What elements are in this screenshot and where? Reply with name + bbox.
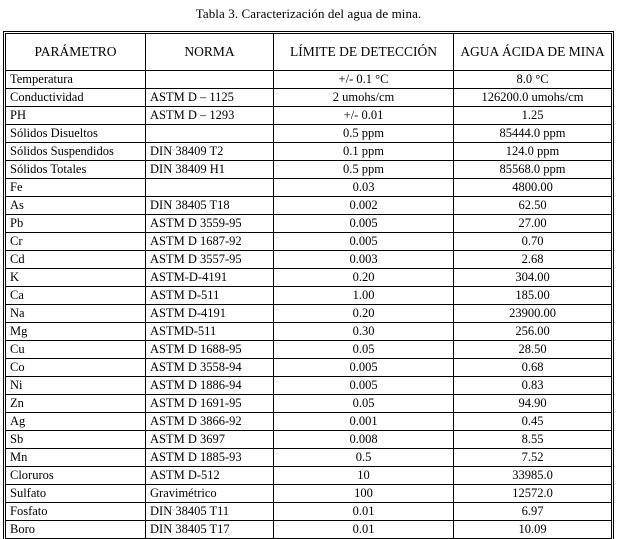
parametro-cell: Fe — [6, 179, 146, 197]
table-row — [6, 431, 612, 449]
table-head — [6, 34, 612, 71]
table-row — [6, 395, 612, 413]
agua_acida_de_mina-cell: 7.52 — [454, 449, 612, 467]
limite_de_deteccion-cell: 0.003 — [274, 251, 454, 269]
table-row — [6, 179, 612, 197]
norma-cell — [146, 71, 274, 89]
limite_de_deteccion-cell: 0.20 — [274, 269, 454, 287]
parametro-cell: K — [6, 269, 146, 287]
column-header-norma: NORMA — [146, 34, 274, 71]
norma-cell: ASTM D-511 — [146, 287, 274, 305]
header-row — [6, 34, 612, 71]
table-row — [6, 125, 612, 143]
limite_de_deteccion-cell: 0.20 — [274, 305, 454, 323]
norma-cell: ASTM D 3866-92 — [146, 413, 274, 431]
limite_de_deteccion-cell: +/- 0.1 °C — [274, 71, 454, 89]
parametro-cell: Cloruros — [6, 467, 146, 485]
parametro-cell: Fosfato — [6, 503, 146, 521]
agua_acida_de_mina-cell: 126200.0 umohs/cm — [454, 89, 612, 107]
norma-cell: ASTM D 3697 — [146, 431, 274, 449]
parametro-cell: Mg — [6, 323, 146, 341]
table-row — [6, 359, 612, 377]
limite_de_deteccion-cell: 0.1 ppm — [274, 143, 454, 161]
agua_acida_de_mina-cell: 62.50 — [454, 197, 612, 215]
table-row — [6, 161, 612, 179]
table-border-frame — [3, 31, 614, 539]
table-row — [6, 485, 612, 503]
table-row — [6, 503, 612, 521]
parametro-cell: Na — [6, 305, 146, 323]
agua_acida_de_mina-cell: 185.00 — [454, 287, 612, 305]
column-header-limite_de_deteccion: LÍMITE DE DETECCIÓN — [274, 34, 454, 71]
parametro-cell: Cu — [6, 341, 146, 359]
limite_de_deteccion-cell: 1.00 — [274, 287, 454, 305]
parametro-cell: PH — [6, 107, 146, 125]
norma-cell: DIN 38405 T18 — [146, 197, 274, 215]
limite_de_deteccion-cell: 0.30 — [274, 323, 454, 341]
norma-cell: ASTM D 3559-95 — [146, 215, 274, 233]
parametro-cell: Ni — [6, 377, 146, 395]
table-row — [6, 143, 612, 161]
norma-cell: ASTMD-511 — [146, 323, 274, 341]
norma-cell: DIN 38405 T11 — [146, 503, 274, 521]
limite_de_deteccion-cell: 0.01 — [274, 521, 454, 539]
norma-cell: ASTM D-4191 — [146, 305, 274, 323]
table-row — [6, 521, 612, 539]
limite_de_deteccion-cell: 0.5 — [274, 449, 454, 467]
norma-cell: ASTM D – 1125 — [146, 89, 274, 107]
agua_acida_de_mina-cell: 1.25 — [454, 107, 612, 125]
limite_de_deteccion-cell: 10 — [274, 467, 454, 485]
table-row — [6, 215, 612, 233]
table-row — [6, 107, 612, 125]
column-header-agua_acida_de_mina: AGUA ÁCIDA DE MINA — [454, 34, 612, 71]
parametro-cell: Mn — [6, 449, 146, 467]
agua_acida_de_mina-cell: 0.45 — [454, 413, 612, 431]
table-row — [6, 413, 612, 431]
norma-cell: ASTM D-512 — [146, 467, 274, 485]
agua_acida_de_mina-cell: 0.83 — [454, 377, 612, 395]
column-header-parametro: PARÁMETRO — [6, 34, 146, 71]
table-row — [6, 71, 612, 89]
agua_acida_de_mina-cell: 2.68 — [454, 251, 612, 269]
agua_acida_de_mina-cell: 28.50 — [454, 341, 612, 359]
table-row — [6, 251, 612, 269]
table-row — [6, 341, 612, 359]
table-row — [6, 233, 612, 251]
norma-cell: Gravimétrico — [146, 485, 274, 503]
agua_acida_de_mina-cell: 94.90 — [454, 395, 612, 413]
limite_de_deteccion-cell: 2 umohs/cm — [274, 89, 454, 107]
agua_acida_de_mina-cell: 256.00 — [454, 323, 612, 341]
agua_acida_de_mina-cell: 8.55 — [454, 431, 612, 449]
limite_de_deteccion-cell: 0.03 — [274, 179, 454, 197]
agua_acida_de_mina-cell: 33985.0 — [454, 467, 612, 485]
limite_de_deteccion-cell: 0.005 — [274, 377, 454, 395]
limite_de_deteccion-cell: 0.01 — [274, 503, 454, 521]
table-body — [6, 71, 612, 539]
limite_de_deteccion-cell: 0.005 — [274, 233, 454, 251]
limite_de_deteccion-cell: 0.002 — [274, 197, 454, 215]
norma-cell: DIN 38409 T2 — [146, 143, 274, 161]
norma-cell: ASTM D 1688-95 — [146, 341, 274, 359]
limite_de_deteccion-cell: 0.008 — [274, 431, 454, 449]
agua_acida_de_mina-cell: 124.0 ppm — [454, 143, 612, 161]
norma-cell: ASTM D 1885-93 — [146, 449, 274, 467]
table-row — [6, 467, 612, 485]
norma-cell: ASTM D 1886-94 — [146, 377, 274, 395]
agua_acida_de_mina-cell: 4800.00 — [454, 179, 612, 197]
norma-cell: ASTM D 3557-95 — [146, 251, 274, 269]
limite_de_deteccion-cell: 0.5 ppm — [274, 125, 454, 143]
limite_de_deteccion-cell: 0.05 — [274, 341, 454, 359]
agua_acida_de_mina-cell: 85568.0 ppm — [454, 161, 612, 179]
agua_acida_de_mina-cell: 85444.0 ppm — [454, 125, 612, 143]
parametro-cell: Ca — [6, 287, 146, 305]
parametro-cell: Zn — [6, 395, 146, 413]
agua_acida_de_mina-cell: 10.09 — [454, 521, 612, 539]
table-row — [6, 305, 612, 323]
parametro-cell: Ag — [6, 413, 146, 431]
table-row — [6, 449, 612, 467]
norma-cell: DIN 38409 H1 — [146, 161, 274, 179]
norma-cell: DIN 38405 T17 — [146, 521, 274, 539]
norma-cell: ASTM D 1687-92 — [146, 233, 274, 251]
parametro-cell: Cr — [6, 233, 146, 251]
norma-cell — [146, 125, 274, 143]
parametro-cell: Boro — [6, 521, 146, 539]
limite_de_deteccion-cell: 0.5 ppm — [274, 161, 454, 179]
norma-cell: ASTM D – 1293 — [146, 107, 274, 125]
agua_acida_de_mina-cell: 304.00 — [454, 269, 612, 287]
limite_de_deteccion-cell: 0.05 — [274, 395, 454, 413]
table-row — [6, 269, 612, 287]
agua_acida_de_mina-cell: 12572.0 — [454, 485, 612, 503]
norma-cell: ASTM-D-4191 — [146, 269, 274, 287]
agua_acida_de_mina-cell: 27.00 — [454, 215, 612, 233]
table-caption: Tabla 3. Caracterización del agua de mina. — [195, 6, 422, 21]
norma-cell — [146, 179, 274, 197]
parametro-cell: Co — [6, 359, 146, 377]
parametro-cell: Temperatura — [6, 71, 146, 89]
parametro-cell: Cd — [6, 251, 146, 269]
table-row — [6, 287, 612, 305]
parametro-cell: Conductividad — [6, 89, 146, 107]
norma-cell: ASTM D 1691-95 — [146, 395, 274, 413]
table-row — [6, 377, 612, 395]
parametro-cell: Pb — [6, 215, 146, 233]
limite_de_deteccion-cell: 0.005 — [274, 359, 454, 377]
parametro-cell: Sólidos Suspendidos — [6, 143, 146, 161]
parametro-cell: Sólidos Totales — [6, 161, 146, 179]
table-row — [6, 323, 612, 341]
table-row — [6, 89, 612, 107]
limite_de_deteccion-cell: 0.005 — [274, 215, 454, 233]
agua_acida_de_mina-cell: 8.0 °C — [454, 71, 612, 89]
agua_acida_de_mina-cell: 23900.00 — [454, 305, 612, 323]
limite_de_deteccion-cell: 100 — [274, 485, 454, 503]
agua_acida_de_mina-cell: 0.68 — [454, 359, 612, 377]
norma-cell: ASTM D 3558-94 — [146, 359, 274, 377]
limite_de_deteccion-cell: 0.001 — [274, 413, 454, 431]
parametro-cell: Sulfato — [6, 485, 146, 503]
parametro-cell: Sólidos Disueltos — [6, 125, 146, 143]
parametro-cell: As — [6, 197, 146, 215]
parametro-cell: Sb — [6, 431, 146, 449]
data-table — [5, 33, 612, 539]
agua_acida_de_mina-cell: 0.70 — [454, 233, 612, 251]
table-row — [6, 197, 612, 215]
limite_de_deteccion-cell: +/- 0.01 — [274, 107, 454, 125]
agua_acida_de_mina-cell: 6.97 — [454, 503, 612, 521]
